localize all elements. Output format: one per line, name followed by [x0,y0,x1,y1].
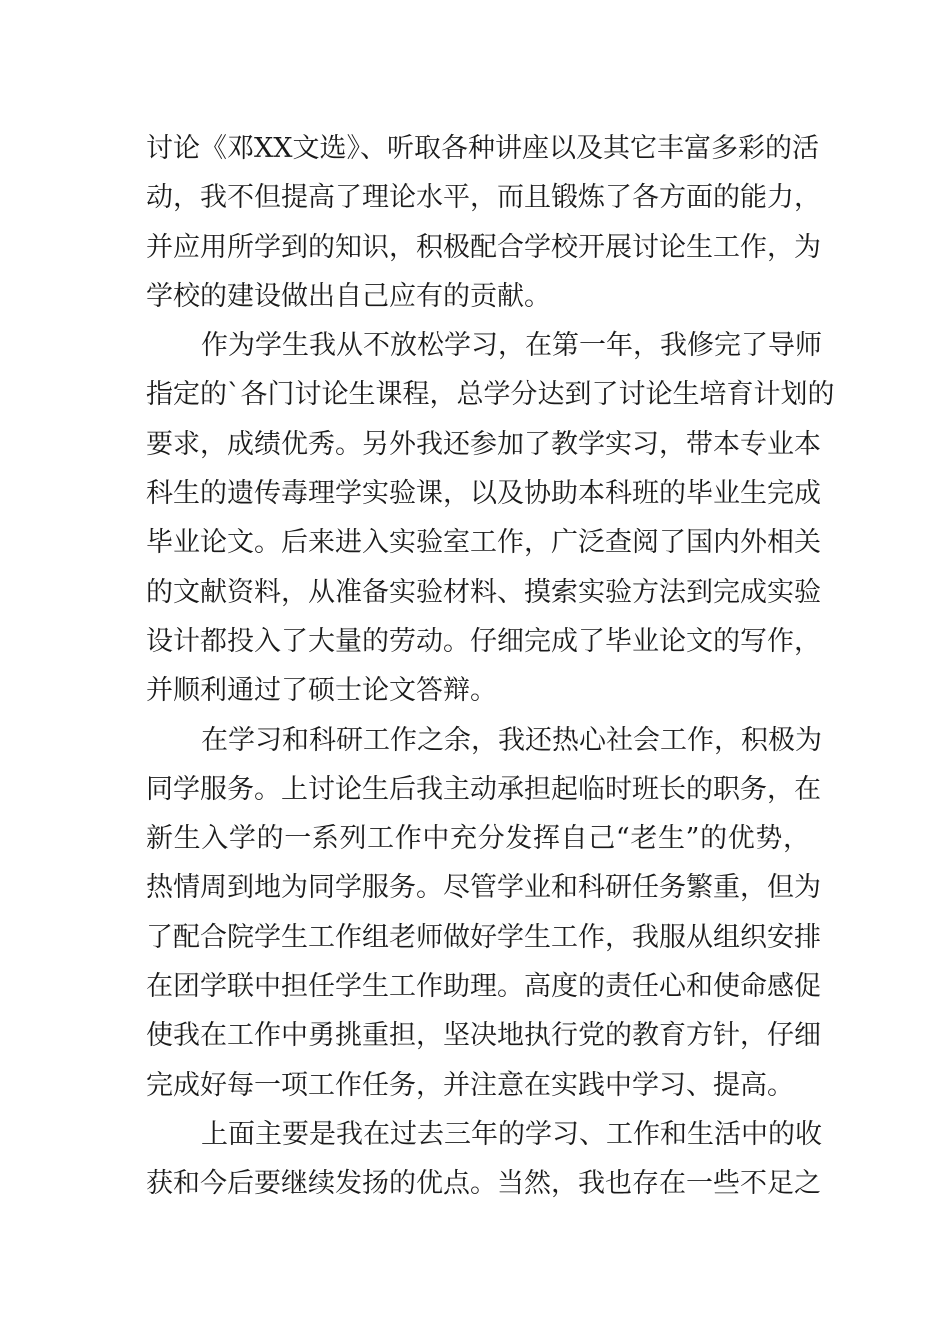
text-line: 完成好每一项工作任务，并注意在实践中学习、提高。 [146,1069,794,1101]
text-line: 要求，成绩优秀。另外我还参加了教学实习，带本专业本 [146,428,821,460]
body-text [146,124,835,1209]
text-line: 的文献资料，从准备实验材料、摸索实验方法到完成实验 [146,576,821,608]
text-line: 并顺利通过了硕士论文答辩。 [146,675,497,707]
text-line: 学校的建设做出自己应有的贡献。 [146,280,551,312]
text-line: 动，我不但提高了理论水平，而且锻炼了各方面的能力， [146,182,821,214]
text-line: 使我在工作中勇挑重担，坚决地执行党的教育方针，仔细 [146,1020,821,1052]
text-line: 新生入学的一系列工作中充分发挥自己“老生”的优势， [146,823,810,855]
text-line: 上面主要是我在过去三年的学习、工作和生活中的收 [201,1118,822,1150]
text-line: 讨论《邓XX文选》、听取各种讲座以及其它丰富多彩的活 [146,133,819,164]
text-line: 了配合院学生工作组老师做好学生工作，我服从组织安排 [146,921,821,953]
text-line: 热情周到地为同学服务。尽管学业和科研任务繁重，但为 [146,872,821,904]
text-line: 毕业论文。后来进入实验室工作，广泛查阅了国内外相关 [146,527,821,559]
text-line: 在团学联中担任学生工作助理。高度的责任心和使命感促 [146,971,821,1003]
text-line: 同学服务。上讨论生后我主动承担起临时班长的职务，在 [146,773,821,805]
text-line: 作为学生我从不放松学习，在第一年，我修完了导师 [201,330,822,362]
text-line: 指定的`各门讨论生课程，总学分达到了讨论生培育计划的 [146,379,835,411]
text-line: 并应用所学到的知识，积极配合学校开展讨论生工作，为 [146,231,821,263]
text-line: 获和今后要继续发扬的优点。当然，我也存在一些不足之 [146,1168,821,1200]
text-line: 在学习和科研工作之余，我还热心社会工作，积极为 [201,724,822,756]
text-line: 科生的遗传毒理学实验课，以及协助本科班的毕业生完成 [146,478,821,510]
text-line: 设计都投入了大量的劳动。仔细完成了毕业论文的写作， [146,625,821,657]
